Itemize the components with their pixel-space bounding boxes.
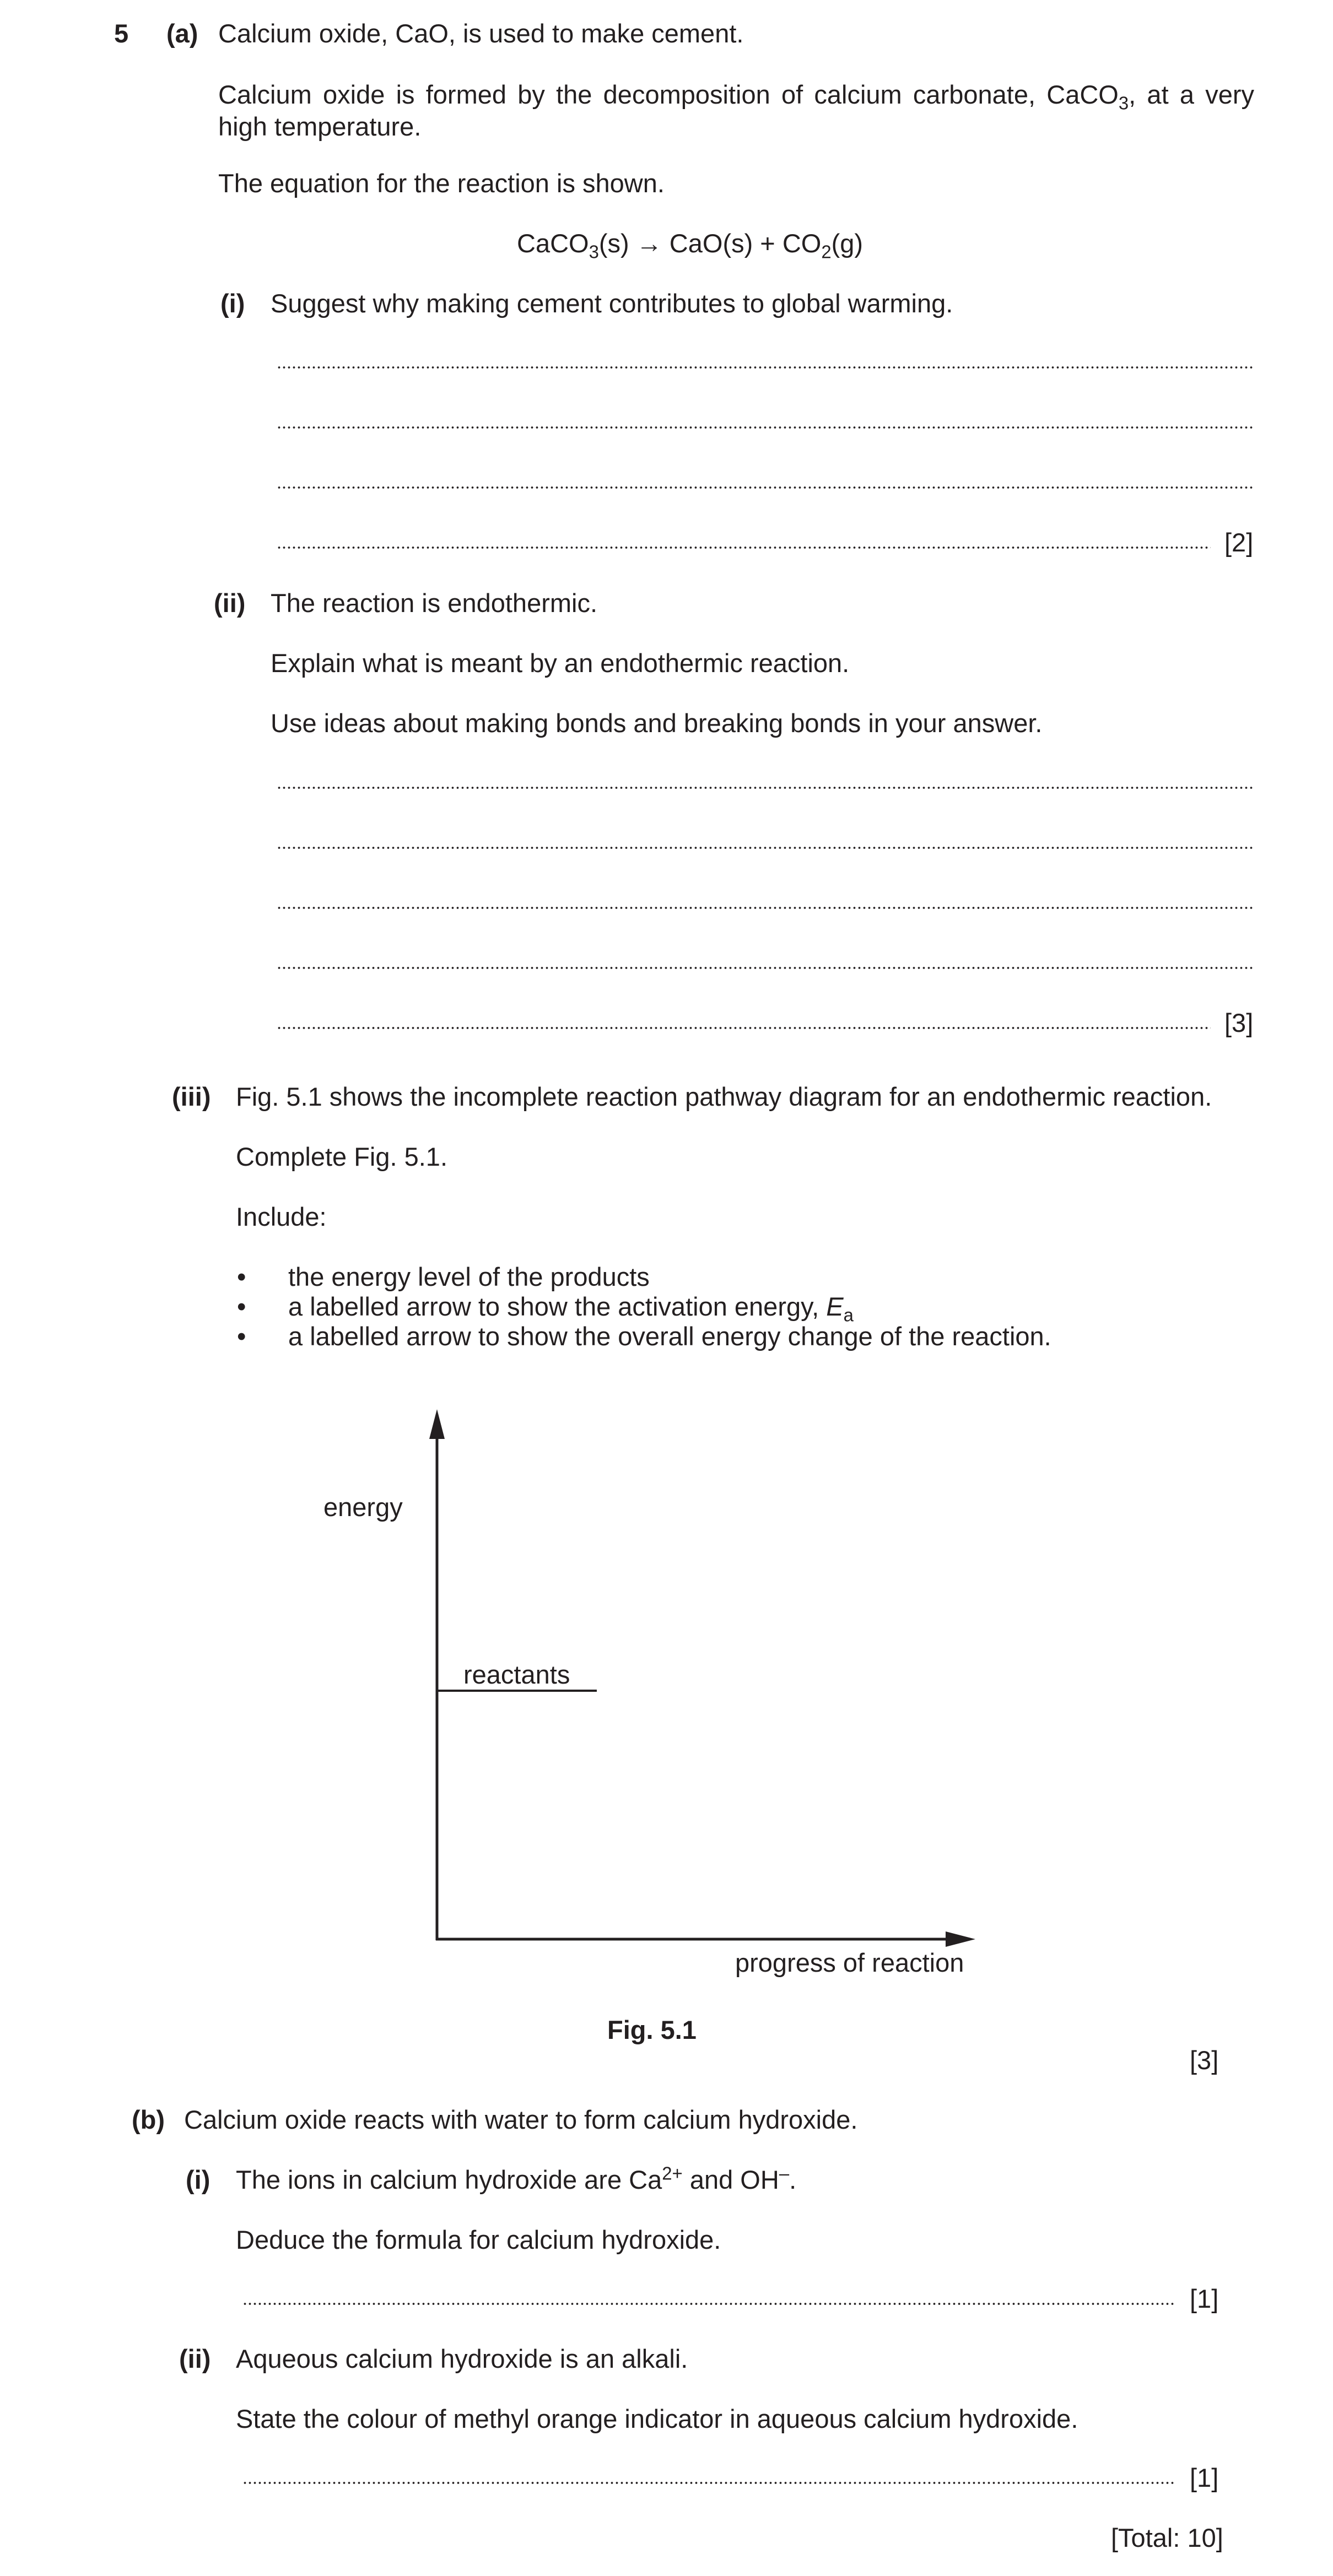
marks-b-i: [1]	[1190, 2284, 1219, 2313]
bullet-energy-change: a labelled arrow to show the overall energy change of the reaction.	[288, 1322, 1051, 1351]
part-a-i-question: Suggest why making cement contributes to global warming.	[271, 289, 953, 318]
part-a-formation-text: Calcium oxide is formed by the decomposition of calcium carbonate, CaCO$_3$, at a very high temperature.	[218, 80, 1255, 141]
part-a-iii-text-1: Fig. 5.1 shows the incomplete reaction pathway diagram for an endothermic reaction.	[236, 1082, 1212, 1111]
marks-b-ii: [1]	[1190, 2463, 1219, 2492]
part-a-i-label: (i)	[220, 289, 245, 318]
part-a-iii-text-2: Complete Fig. 5.1.	[236, 1142, 448, 1171]
bullet-icon: •	[237, 1322, 246, 1351]
part-b-ii-question: State the colour of methyl orange indicator in aqueous calcium hydroxide.	[236, 2404, 1078, 2433]
y-axis-label: energy	[323, 1492, 403, 1522]
x-axis-label: progress of reaction	[735, 1948, 964, 1977]
figure-caption: Fig. 5.1	[607, 2015, 697, 2044]
part-b-ii-label: (ii)	[179, 2344, 211, 2373]
part-a-ii-text-2: Explain what is meant by an endothermic reaction.	[271, 648, 850, 678]
part-a-ii-text-3: Use ideas about making bonds and breaking bonds in your answer.	[271, 708, 1043, 738]
bullet-icon: •	[237, 1292, 246, 1321]
bullet-products-energy: the energy level of the products	[288, 1262, 650, 1291]
equation-intro: The equation for the reaction is shown.	[218, 169, 665, 198]
total-marks: [Total: 10]	[1111, 2523, 1223, 2552]
part-a-iii-text-3: Include:	[236, 1202, 327, 1231]
part-a-ii-label: (ii)	[214, 588, 246, 618]
part-b-i-question: Deduce the formula for calcium hydroxide.	[236, 2225, 721, 2254]
part-a-iii-label: (iii)	[172, 1082, 211, 1111]
question-number: 5	[114, 19, 129, 48]
answer-line[interactable]	[242, 2303, 1176, 2305]
bullet-activation-energy: a labelled arrow to show the activation energy, $E_a$	[288, 1292, 854, 1325]
chemical-equation: CaCO$_3$(s) → $CaO(s) + CO_2(g)$	[517, 229, 864, 262]
part-a-ii-text-1: The reaction is endothermic.	[271, 588, 598, 618]
part-b-intro: Calcium oxide reacts with water to form calcium hydroxide.	[184, 2105, 858, 2134]
part-a-intro: Calcium oxide, CaO, is used to make cement.	[218, 19, 744, 48]
part-a-label: (a)	[166, 19, 198, 48]
answer-line[interactable]	[242, 2482, 1176, 2484]
marks-a-ii: [3]	[1224, 1008, 1254, 1037]
marks-a-iii: [3]	[1190, 2045, 1219, 2075]
part-b-label: (b)	[132, 2105, 165, 2134]
progress-axis-arrowhead	[946, 1931, 975, 1947]
part-b-ii-text-1: Aqueous calcium hydroxide is an alkali.	[236, 2344, 688, 2373]
energy-axis-arrowhead	[429, 1409, 445, 1439]
bullet-icon: •	[237, 1262, 246, 1291]
part-b-i-label: (i)	[186, 2165, 211, 2194]
part-b-i-ions: The ions in calcium hydroxide are $Ca^{2+}$ and OH–.	[236, 2163, 797, 2194]
reactants-label: reactants	[463, 1660, 570, 1689]
marks-a-i: [2]	[1224, 528, 1254, 557]
